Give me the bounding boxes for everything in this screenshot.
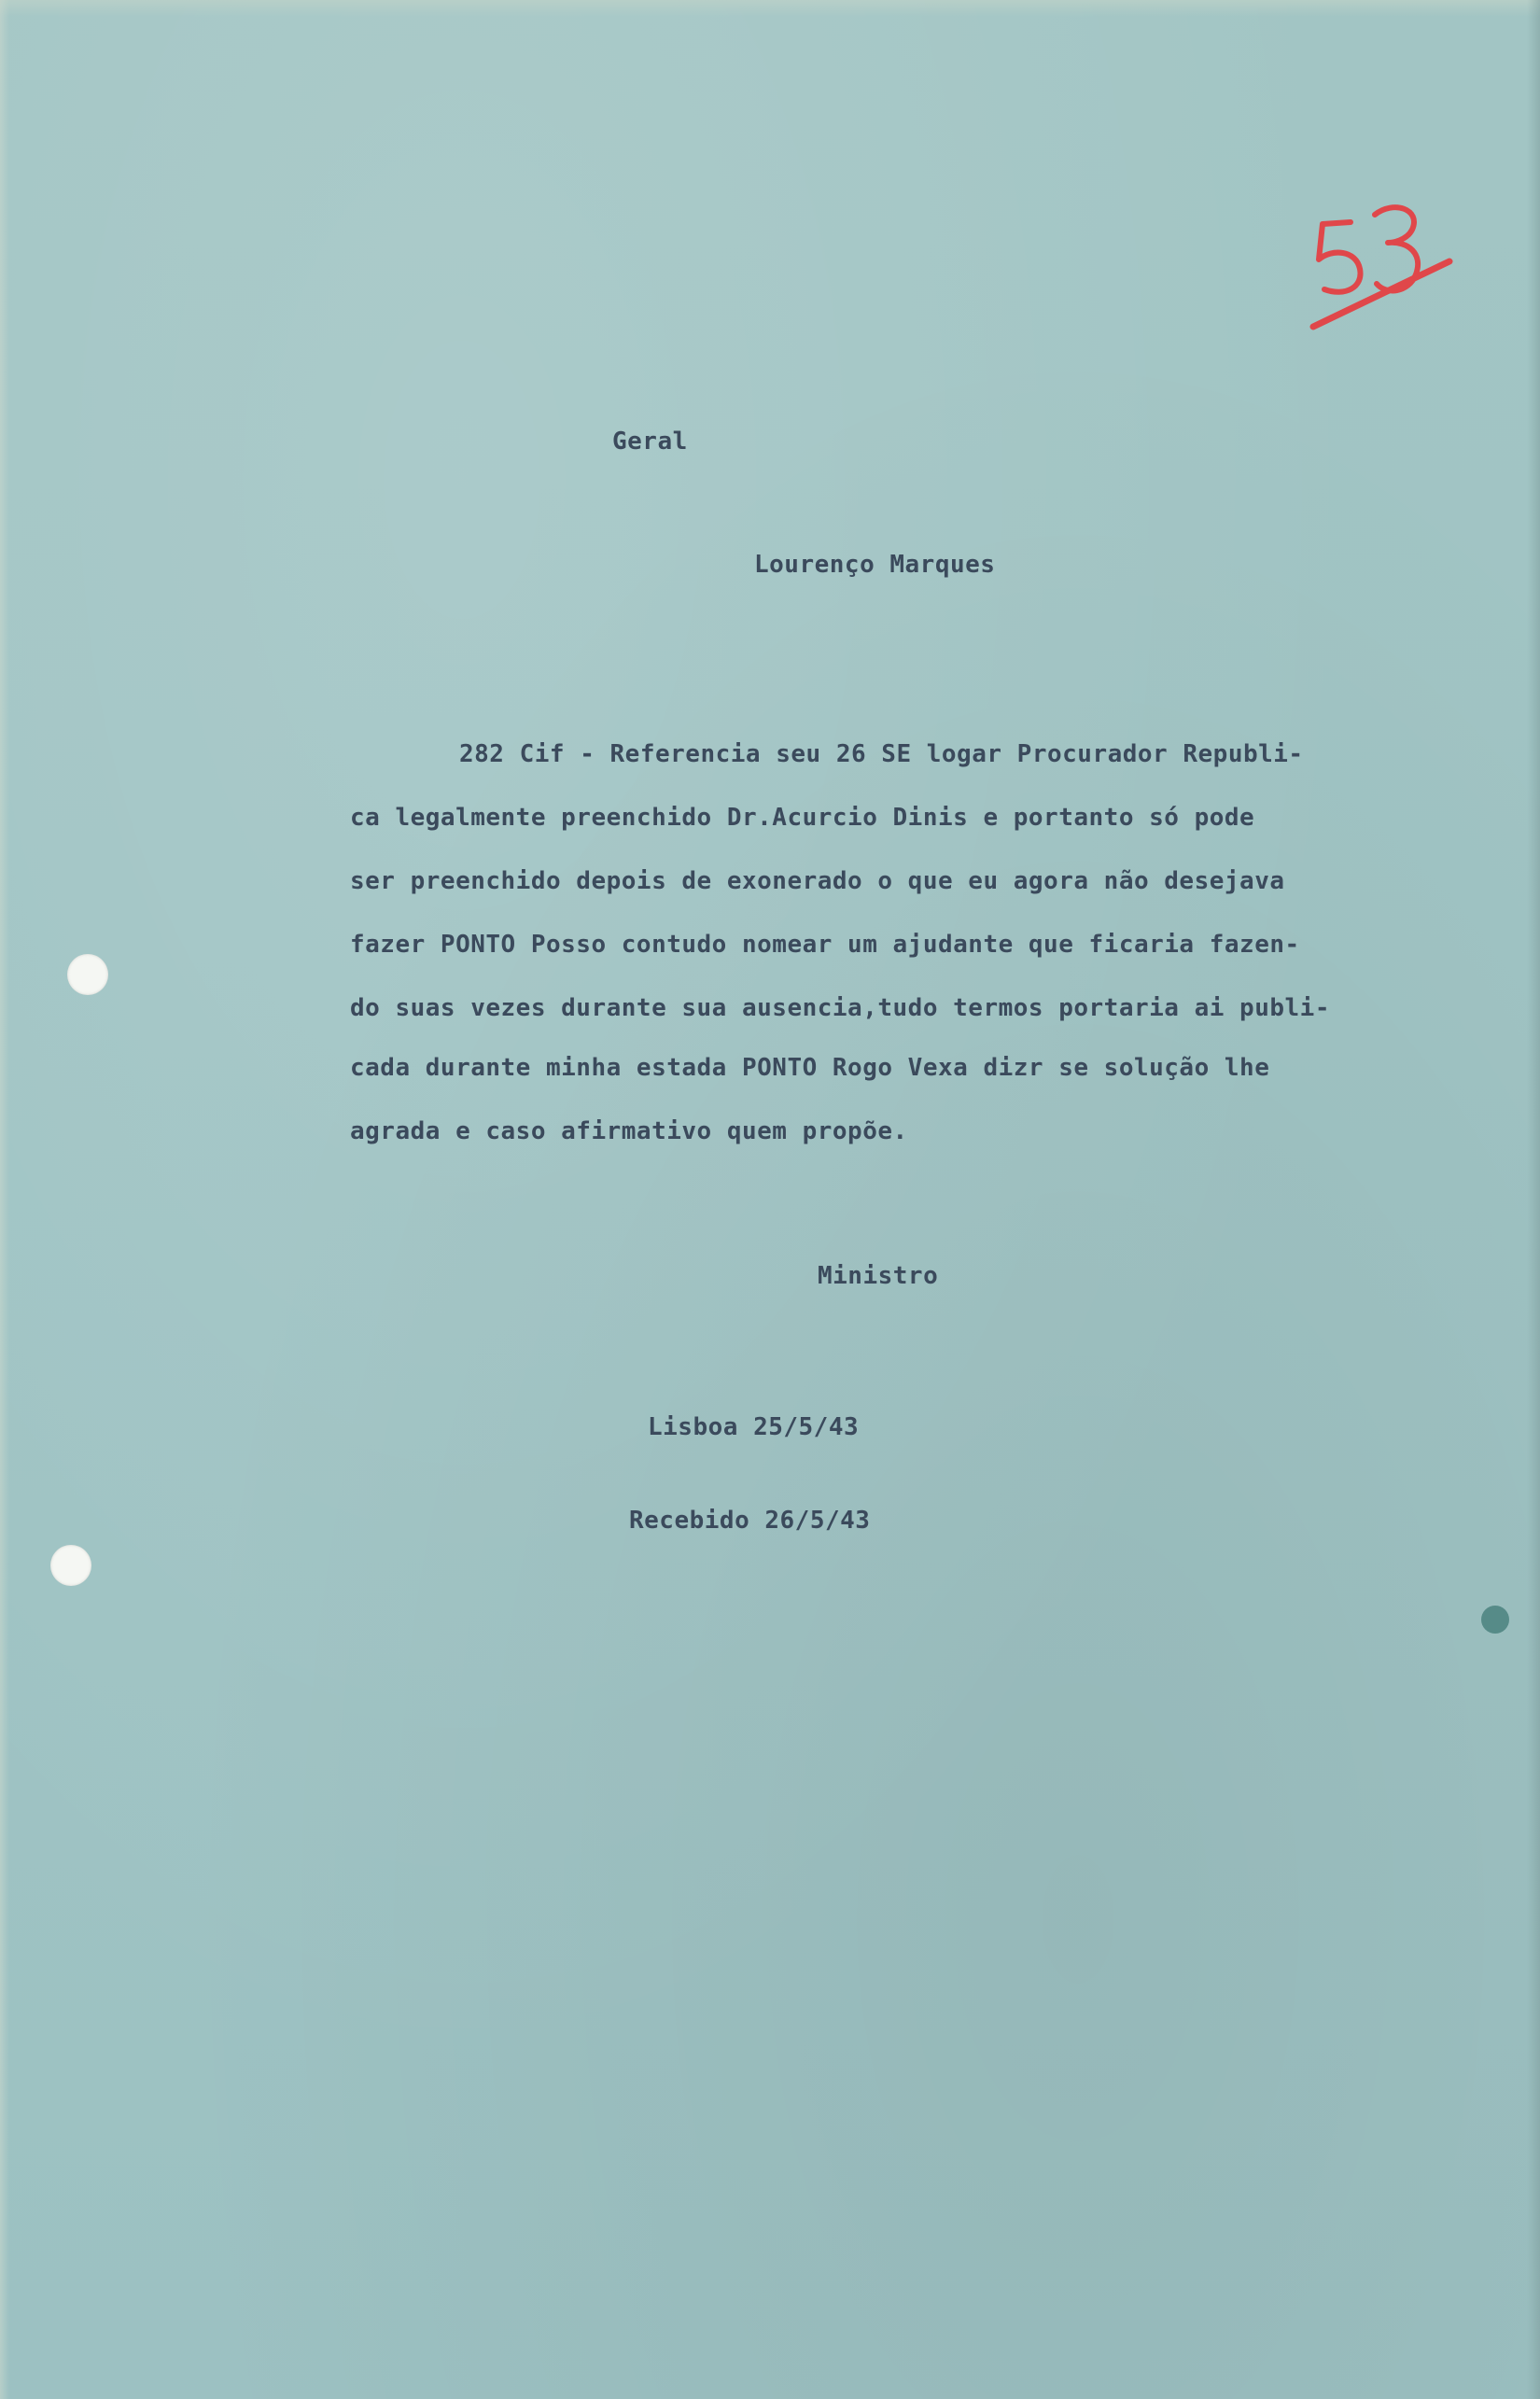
body-line: fazer PONTO Posso contudo nomear um ajudante que ficaria fazen- bbox=[350, 931, 1300, 959]
ink-stain bbox=[1481, 1606, 1509, 1634]
body-line: ser preenchido depois de exonerado o que eu agora não desejava bbox=[350, 867, 1285, 895]
body-line: ca legalmente preenchido Dr.Acurcio Dinis e portanto só pode bbox=[350, 804, 1255, 832]
body-line: cada durante minha estada PONTO Rogo Vexa dizr se solução lhe bbox=[350, 1054, 1270, 1082]
category-heading: Geral bbox=[612, 428, 688, 456]
folio-number-mark bbox=[1302, 187, 1461, 345]
body-line: agrada e caso afirmativo quem propõe. bbox=[350, 1117, 908, 1145]
body-line: do suas vezes durante sua ausencia,tudo termos portaria ai publi- bbox=[350, 994, 1330, 1022]
received-date: Recebido 26/5/43 bbox=[629, 1507, 871, 1535]
paper-edge-right bbox=[1527, 0, 1540, 2399]
body-line: 282 Cif - Referencia seu 26 SE logar Procurador Republi- bbox=[459, 740, 1304, 768]
punch-hole-upper bbox=[67, 954, 108, 995]
punch-hole-lower bbox=[50, 1545, 91, 1586]
signature: Ministro bbox=[818, 1262, 939, 1290]
sent-date: Lisboa 25/5/43 bbox=[648, 1413, 860, 1441]
destination-heading: Lourenço Marques bbox=[754, 551, 996, 579]
paper-edge-left bbox=[0, 0, 9, 2399]
paper-edge-top bbox=[0, 0, 1540, 17]
